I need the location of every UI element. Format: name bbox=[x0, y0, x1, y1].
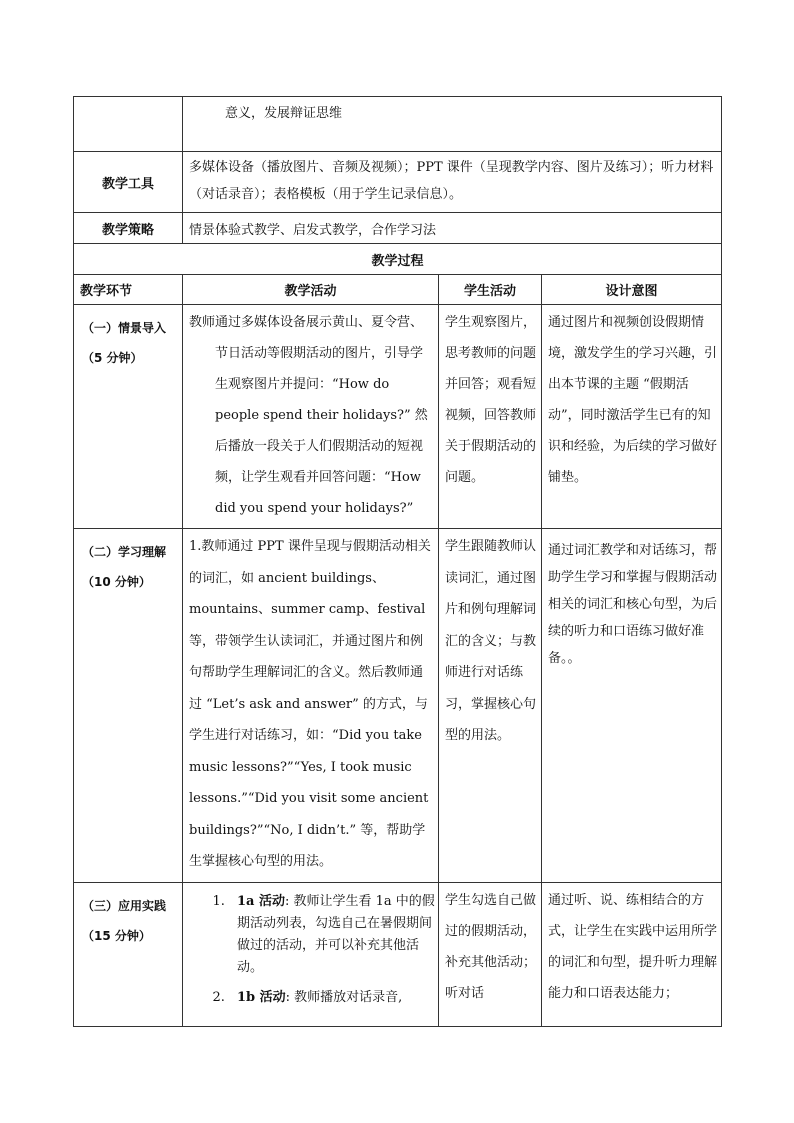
lesson-plan-table bbox=[73, 96, 722, 1027]
stage-row bbox=[74, 529, 722, 883]
strategy-row bbox=[74, 213, 722, 244]
activity-step bbox=[229, 891, 438, 979]
activity-step bbox=[229, 987, 438, 1009]
design-intent: 通过图片和视频创设假期情境，激发学生的学习兴趣，引出本节课的主题 “假期活动”，同时激活学生已有的知识和经验，为后续的学习做好铺垫。 bbox=[548, 315, 718, 485]
student-activity: 学生跟随教师认读词汇，通过图片和例句理解词汇的含义；与教师进行对话练习，掌握核心句型的用法。 bbox=[445, 539, 537, 743]
student-activity: 学生勾选自己做过的假期活动，补充其他活动；听对话 bbox=[445, 892, 537, 1001]
teacher-activity: 1.教师通过 PPT 课件呈现与假期活动相关的词汇，如 ancient buildings、mountains、summer camp、festival 等，带领学生认读词汇，并通过图片和例句帮助学生理解词汇的含义。然后教师通过 “Let’s ask and answer” 的方式，与学生进行对话练习，如：“Did you take music lessons?”“Yes, I took music lessons.”“Did you visit some ancient buildings?”“No, I didn’t.” 等，帮助学生掌握核心句型的用法。 bbox=[189, 539, 431, 869]
header-row bbox=[74, 275, 722, 305]
design-intent: 通过听、说、练相结合的方式，让学生在实践中运用所学的词汇和句型，提升听力理解能力和口语表达能力； bbox=[548, 892, 718, 1001]
process-title-row bbox=[74, 244, 722, 275]
teacher-activity-first-line: 教师通过多媒体设备展示黄山、夏令营、 bbox=[189, 315, 424, 330]
step-text: : 教师让学生看 1a 中的假期活动列表，勾选自己在暑假期间做过的活动，并可以补充其他活动。 bbox=[237, 893, 435, 975]
stage-name: （二）学习理解 bbox=[82, 545, 167, 559]
stage-time: （5 分钟） bbox=[82, 351, 143, 365]
continuation-label-cell bbox=[74, 97, 183, 152]
tools-row bbox=[74, 152, 722, 213]
tools-label: 教学工具 bbox=[74, 152, 183, 213]
header-student: 学生活动 bbox=[439, 275, 542, 305]
stage-name: （三）应用实践 bbox=[82, 898, 167, 913]
stage-name: （一）情景导入 bbox=[82, 321, 167, 335]
stage-row bbox=[74, 882, 722, 1026]
activity-steps bbox=[183, 891, 438, 1009]
objective-tail-text: 意义，发展辩证思维 bbox=[225, 106, 343, 121]
step-term: 1b 活动 bbox=[237, 989, 286, 1005]
strategy-label: 教学策略 bbox=[74, 213, 183, 244]
step-text: : 教师播放对话录音, bbox=[285, 989, 403, 1005]
step-term: 1a 活动 bbox=[237, 893, 285, 909]
header-design: 设计意图 bbox=[542, 275, 722, 305]
header-stage: 教学环节 bbox=[74, 275, 183, 305]
design-intent: 通过词汇教学和对话练习，帮助学生学习和掌握与假期活动相关的词汇和核心句型，为后续的听力和口语练习做好准备。。 bbox=[548, 543, 718, 666]
stage-time: （10 分钟） bbox=[82, 575, 151, 589]
process-title: 教学过程 bbox=[74, 244, 722, 275]
stage-time: （15 分钟） bbox=[82, 928, 151, 943]
strategy-text: 情景体验式教学、启发式教学，合作学习法 bbox=[189, 222, 437, 238]
teacher-activity: 节日活动等假期活动的图片，引导学生观察图片并提问：“How do people spend their holidays?” 然后播放一段关于人们假期活动的短视频，让学生观看并回答问题：“How did you spend your holidays?” bbox=[215, 346, 428, 516]
stage-row bbox=[74, 305, 722, 529]
header-teacher: 教学活动 bbox=[183, 275, 439, 305]
tools-text: 多媒体设备（播放图片、音频及视频）；PPT 课件（呈现教学内容、图片及练习）；听力材料（对话录音）；表格模板（用于学生记录信息）。 bbox=[189, 160, 714, 202]
continuation-row bbox=[74, 97, 722, 152]
student-activity: 学生观察图片，思考教师的问题并回答；观看短视频，回答教师关于假期活动的问题。 bbox=[445, 315, 537, 485]
